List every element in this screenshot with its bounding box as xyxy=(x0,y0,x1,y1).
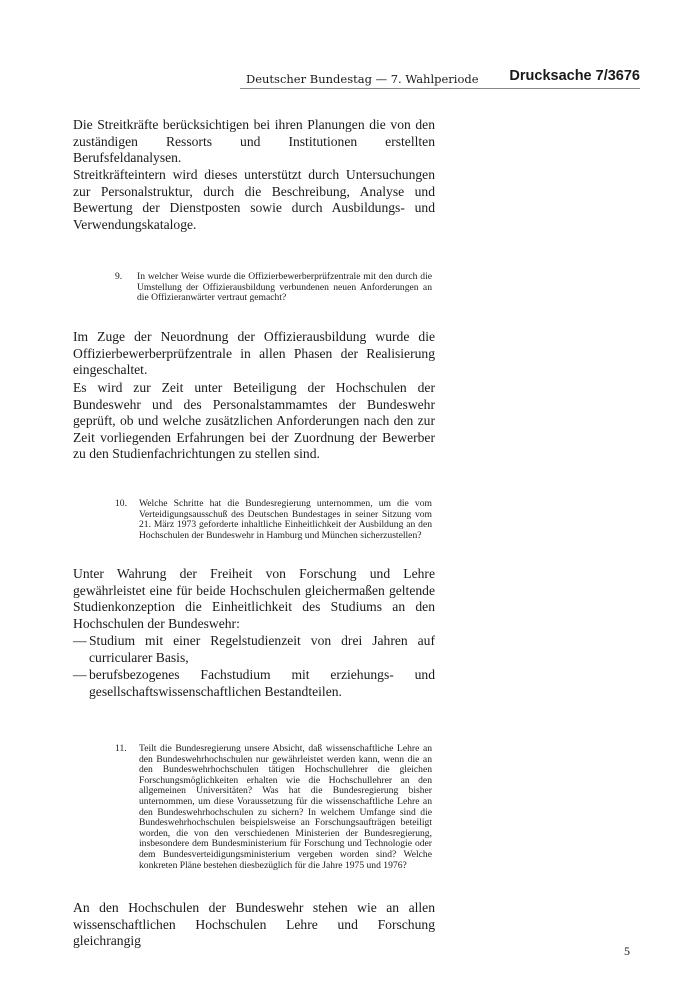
question-9 xyxy=(115,272,432,304)
list-item xyxy=(73,667,435,700)
dash-bullet: — xyxy=(73,633,87,648)
list-item xyxy=(73,633,435,666)
answer-paragraph: Es wird zur Zeit unter Beteiligung der Hochschulen der Bundeswehr und des Personalstammamtes der Bundeswehr geprüft, ob und welche zusätzlichen Anforderungen nach den zur Zeit vorliegenden Erfahrungen bei der Zuordnung der Bewerber zu den Studienfachrichtungen zu stellen sind. xyxy=(73,380,435,461)
question-text: In welcher Weise wurde die Offizierbewerberprüfzentrale mit den durch die Umstellung der Offizierausbildung verbundenen neuen Anforderungen an die Offizieranwärter vertraut gemacht? xyxy=(137,271,432,304)
list-item-text: berufsbezogenes Fachstudium mit erziehungs- und gesellschaftswissenschaftlichen Bestandteilen. xyxy=(89,667,435,699)
list-item-text: Studium mit einer Regelstudienzeit von drei Jahren auf curricularer Basis, xyxy=(89,633,435,665)
dash-bullet: — xyxy=(73,667,87,682)
page-number: 5 xyxy=(624,944,630,958)
answer-paragraph: Streitkräfteintern wird dieses unterstützt durch Untersuchungen zur Personalstruktur, durch die Beschreibung, Analyse und Bewertung der Dienstposten sowie durch Ausbildungs- und Verwendungskataloge. xyxy=(73,167,435,232)
question-text: Teilt die Bundesregierung unsere Absicht, daß wissenschaftliche Lehre an den Bundeswehrhochschulen nur gewährleistet werden kann, wenn die an den Bundeswehrhochschulen tätigen Hochschullehrer die gleichen Forschungsmöglichkeiten erhalten wie die Hochschullehrer an den allgemeinen Universitäten? Was hat die Bundesregierung bisher unternommen, um diese Voraussetzung für die wissenschaftliche Lehre an den Bundeswehrhochschulen zu sichern? In welchem Umfange sind die Bundeswehrhochschulen beispielsweise an Forschungsaufträgen beteiligt worden, die von den verschiedenen Ministerien der Bundesregierung, insbesondere dem Bundesministerium für Forschung und Technologie oder dem Bundesverteidigungsministerium vergeben worden sind? Welche konkreten Pläne bestehen diesbezüglich für die Jahre 1975 und 1976? xyxy=(139,743,432,871)
answer-paragraph: Die Streitkräfte berücksichtigen bei ihren Planungen die von den zuständigen Ressorts und Institutionen erstellten Berufsfeldanalysen. xyxy=(73,117,435,165)
answer-paragraph: Im Zuge der Neuordnung der Offizierausbildung wurde die Offizierbewerberprüfzentrale in allen Phasen der Realisierung eingeschaltet. xyxy=(73,329,435,377)
answer-paragraph: An den Hochschulen der Bundeswehr stehen wie an allen wissenschaftlichen Hochschulen Lehre und Forschung gleichrangig xyxy=(73,900,435,948)
question-number: 10. xyxy=(115,498,127,509)
question-number: 9. xyxy=(115,271,123,282)
page-header xyxy=(240,70,640,94)
header-title: Deutscher Bundestag — 7. Wahlperiode xyxy=(246,72,483,86)
header-rule xyxy=(240,88,640,89)
answer-paragraph: Unter Wahrung der Freiheit von Forschung und Lehre gewährleistet eine für beide Hochschulen gleichermaßen geltende Studienkonzeption die Einheitlichkeit des Studiums an den Hochschulen der Bundeswehr: xyxy=(73,566,435,631)
question-10 xyxy=(115,499,432,541)
question-number: 11. xyxy=(115,743,127,754)
document-number: Drucksache 7/3676 xyxy=(505,68,640,84)
question-text: Welche Schritte hat die Bundesregierung unternommen, um die vom Verteidigungsausschuß des Deutschen Bundestages in seiner Sitzung vom 21. März 1973 geforderte inhaltliche Einheitlichkeit der Ausbildung an den Hochschulen der Bundeswehr in Hamburg und München sicherzustellen? xyxy=(139,498,432,541)
question-11 xyxy=(115,744,432,871)
